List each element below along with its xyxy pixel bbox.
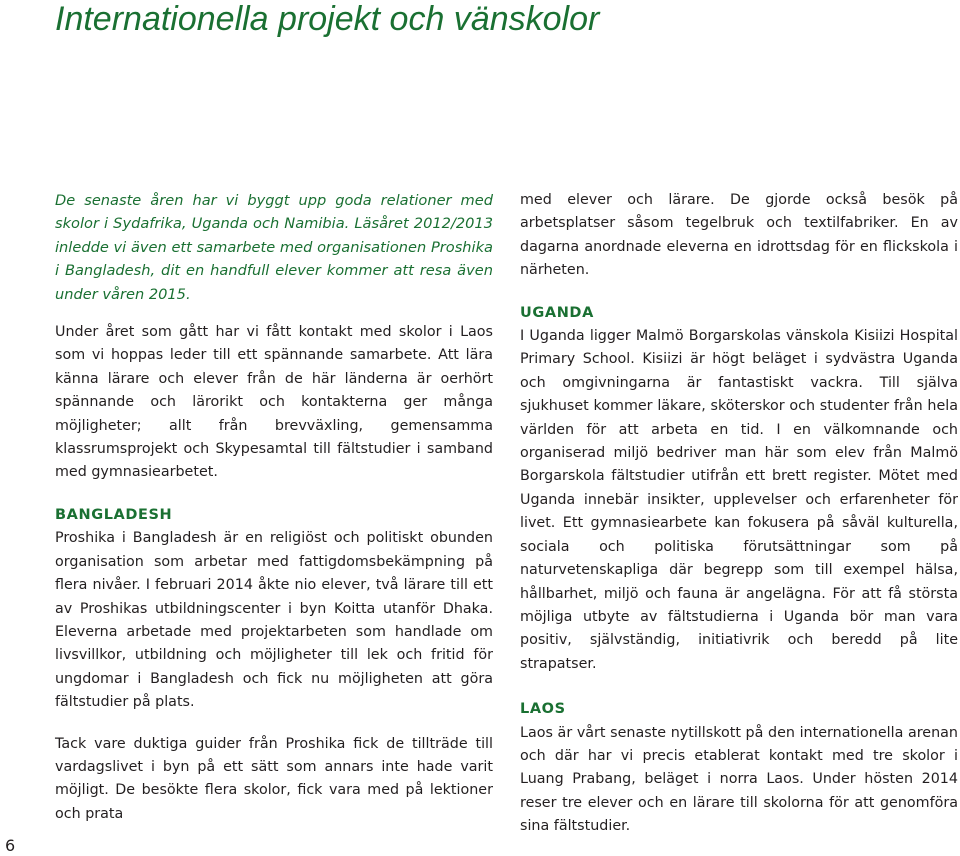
intro-paragraph: De senaste åren har vi byggt upp goda relationer med skolor i Sydafrika, Uganda och Namibia. Läsåret 2012/2013 inledde vi även ett samarbete med organisationen Proshika i Bangladesh, dit en handfull elever kommer att resa även under våren 2015.	[55, 192, 493, 303]
continuation-paragraph: med elever och lärare. De gjorde också besök på arbetsplatser såsom tegelbruk och textilfabriker. En av dagarna anordnade eleverna en idrottsdag för en flickskola i närheten.	[520, 192, 958, 279]
page-number: 6	[5, 836, 16, 855]
bangladesh-paragraph: Proshika i Bangladesh är en religiöst och politiskt obunden organisation som arbetar med fattigdomsbekämpning på flera nivåer. I februari 2014 åkte nio elever, två lärare till ett av Proshikas utbildningscenter i byn Koitta utanför Dhaka. Eleverna arbetade med projektarbeten som handlade om livsvillkor, utbildning och möjligheter till lek och fritid för ungdomar i Bangladesh och fick nu möjligheten att göra fältstudier på plats.	[55, 530, 493, 711]
left-column	[55, 189, 493, 826]
section-heading-uganda: UGANDA	[520, 304, 594, 321]
body-paragraph: Under året som gått har vi fått kontakt med skolor i Laos som vi hoppas leder till ett spännande samarbete. Att lära känna lärare och elever från de här länderna är oerhört spännande och lärorikt och kontakterna ger många möjligheter; allt från brevväxling, gemensamma klassrumsprojekt och Skypesamtal till fältstudier i samband med gymnasiearbetet.	[55, 324, 493, 481]
page-footer	[0, 828, 30, 856]
section-heading-bangladesh: BANGLADESH	[55, 506, 173, 523]
right-column	[520, 189, 958, 839]
uganda-paragraph: I Uganda ligger Malmö Borgarskolas vänskola Kisiizi Hospital Primary School. Kisiizi är högt beläget i sydvästra Uganda och omgivningarna är fantastiskt vackra. Till själva sjukhuset kommer läkare, sköterskor och studenter från hela världen för att arbeta en tid. I en välkomnande och organiserad miljö bedriver man här som elev från Malmö Borgarskola fältstudier utifrån ett brett register. Mötet med Uganda innebär insikter, upplevelser och erfarenheter för livet. Ett gymnasiearbete kan fokusera på såväl kulturella, sociala och politiska förutsättningar som på naturvetenskapliga där begrepp som till exempel hälsa, hållbarhet, miljö och fauna är angelägna. För att få största möjliga utbyte av fältstudierna i Uganda bör man vara positiv, självständig, initiativrik och beredd på lite strapatser.	[520, 328, 958, 672]
page-title: Internationella projekt och vänskolor	[55, 0, 600, 38]
bangladesh-paragraph-2: Tack vare duktiga guider från Proshika fick de tillträde till vardagslivet i byn på ett sätt som annars inte hade varit möjligt. De besökte flera skolor, fick vara med på lektioner och prata	[55, 735, 493, 822]
laos-paragraph: Laos är vårt senaste nytillskott på den internationella arenan och där har vi precis etablerat kontakt med tre skolor i Luang Prabang, beläget i norra Laos. Under hösten 2014 reser tre elever och en lärare till skolorna för att genomföra sina fältstudier.	[520, 724, 958, 835]
section-heading-laos: LAOS	[520, 701, 566, 718]
